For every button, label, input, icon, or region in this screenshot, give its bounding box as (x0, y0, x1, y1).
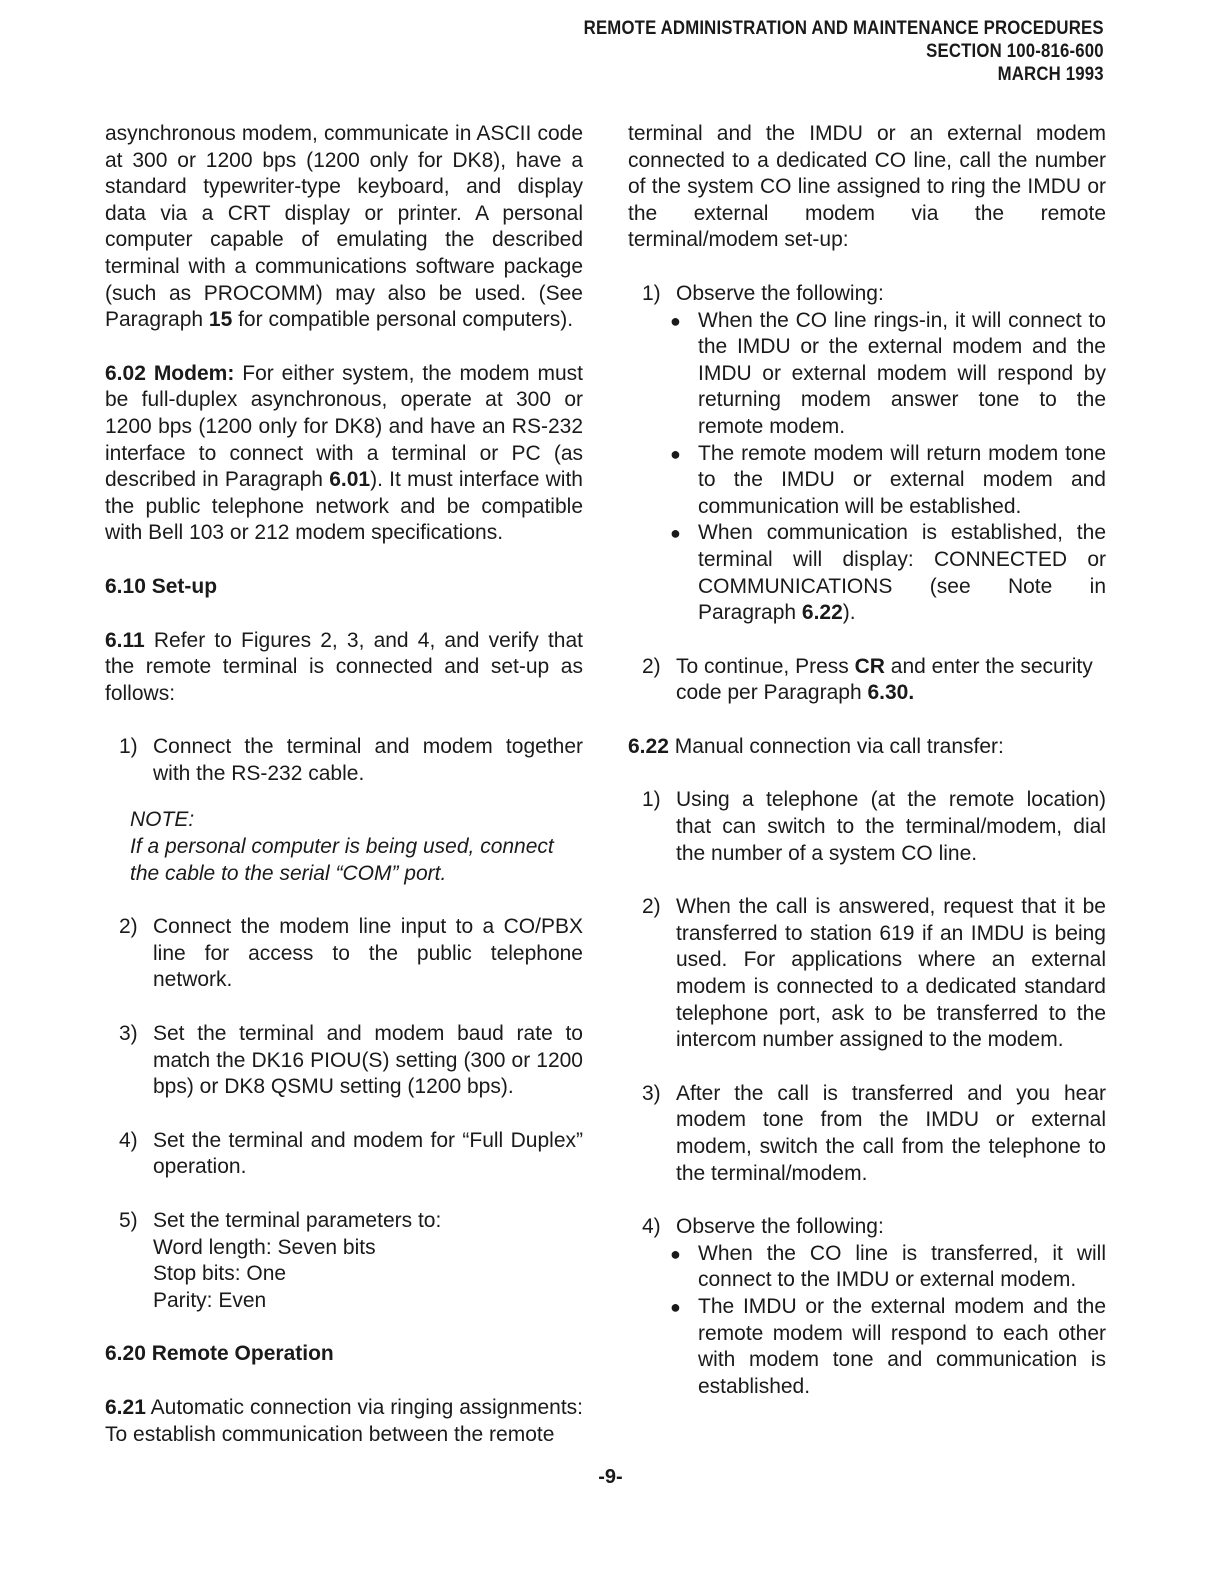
cr-key: CR (854, 654, 885, 678)
page-header (584, 17, 1104, 86)
list-item: 4) Set the terminal and modem for “Full Duplex” operation. (119, 1128, 583, 1179)
param-stop-bits: Stop bits: One (153, 1262, 287, 1286)
list-item: 1) Observe the following: (642, 281, 884, 305)
note-label: NOTE: (130, 808, 195, 832)
paragraph-number: 6.11 (105, 628, 145, 652)
bullet-item: ● The IMDU or the external modem and the remote modem will respond to each other with modem tone and communication is established. (670, 1294, 1106, 1400)
heading-6-10: 6.10 Set-up (105, 574, 218, 598)
right-column (628, 121, 1106, 1400)
bullet-item: ● When the CO line is transferred, it will connect to the IMDU or external modem. (670, 1241, 1106, 1294)
list-item: 2) Connect the modem line input to a CO/PBX line for access to the public telephone network. (119, 915, 583, 992)
paragraph-title: Modem: (153, 361, 235, 385)
left-column (105, 121, 583, 1448)
param-parity: Parity: Even (153, 1288, 267, 1312)
paragraph-number: 6.22 (628, 734, 669, 758)
list-item: 5) Set the terminal parameters to: Word length: Seven bits Stop bits: One Parity: Even (119, 1208, 583, 1314)
note-text: If a personal computer is being used, connect the cable to the serial “COM” port. (130, 835, 554, 885)
bullet-item: ● When communication is established, the terminal will display: CONNECTED or COMMUNICATIONS (see Note in Paragraph 6.22). (670, 520, 1106, 626)
bullet-icon: ● (670, 310, 681, 331)
bullet-icon: ● (670, 443, 681, 464)
paragraph-6-02: 6.02 Modem: For either system, the modem must be full-duplex asynchronous, operate at 300 or 1200 bps (1200 only for DK8) and have an RS-232 interface to connect with a terminal or PC (as described in Paragraph 6.01). It must interface with the public telephone network and be compatible with Bell 103 or 212 modem specifications. (105, 361, 583, 545)
list-item: 3) Set the terminal and modem baud rate to match the DK16 PIOU(S) setting (300 or 1200 bps) or DK8 QSMU setting (1200 bps). (119, 1022, 583, 1099)
paragraph-ref: 15 (208, 308, 233, 332)
paragraph-number: 6.21 (105, 1395, 146, 1419)
continued-paragraph: terminal and the IMDU or an external modem connected to a dedicated CO line, call the number of the system CO line assigned to ring the IMDU or the external modem via the remote terminal/modem set-up: (628, 122, 1106, 252)
bullet-icon: ● (670, 1296, 681, 1317)
bullet-icon: ● (670, 523, 681, 544)
list-item: 3) After the call is transferred and you hear modem tone from the IMDU or external modem, switch the call from the telephone to the terminal/modem. (642, 1081, 1106, 1185)
list-item: 1) Using a telephone (at the remote location) that can switch to the terminal/modem, dial the number of a system CO line. (642, 788, 1106, 865)
param-word-length: Word length: Seven bits (153, 1235, 376, 1259)
paragraph-6-21: 6.21 Automatic connection via ringing assignments: To establish communication between the remote (105, 1395, 583, 1446)
list-item: 2) To continue, Press CR and enter the security code per Paragraph 6.30. (642, 654, 1093, 705)
header-date: MARCH 1993 (997, 63, 1104, 85)
note-box (130, 807, 583, 887)
list-item: 1) Connect the terminal and modem together with the RS-232 cable. (119, 735, 583, 785)
paragraph-number: 6.02 (105, 361, 146, 385)
header-title: REMOTE ADMINISTRATION AND MAINTENANCE PROCEDURES (583, 17, 1104, 39)
list-item: 2) When the call is answered, request that it be transferred to station 619 if an IMDU is being used. For applications where an external modem is connected to a dedicated standard telephone port, ask to be transferred to the intercom number assigned to the modem. (642, 895, 1106, 1052)
list-item: 4) Observe the following: (642, 1215, 884, 1239)
paragraph-ref: 6.30. (867, 681, 915, 705)
heading-6-20: 6.20 Remote Operation (105, 1342, 334, 1366)
paragraph-ref: 6.01 (329, 468, 371, 492)
paragraph-6-11: 6.11 Refer to Figures 2, 3, and 4, and verify that the remote terminal is connected and set-up as follows: (105, 628, 583, 705)
header-section: SECTION 100-816-600 (926, 40, 1104, 62)
page-number: -9- (598, 1466, 623, 1488)
paragraph-ref: 6.22 (801, 601, 843, 625)
intro-paragraph: asynchronous modem, communicate in ASCII code at 300 or 1200 bps (1200 only for DK8), have a standard typewriter-type keyboard, and display data via a CRT display or printer. A personal computer capable of emulating the described terminal with a communications software package (such as PROCOMM) may also be used. (See Paragraph 15 for compatible personal computers). (105, 122, 583, 332)
bullet-item: ● The remote modem will return modem tone to the IMDU or external modem and communication will be established. (670, 441, 1106, 521)
paragraph-6-22: 6.22 Manual connection via call transfer: (628, 734, 1004, 758)
bullet-item: ● When the CO line rings-in, it will connect to the IMDU or the external modem and the IMDU or external modem will respond by returning modem answer tone to the remote modem. (670, 308, 1106, 441)
bullet-icon: ● (670, 1243, 681, 1264)
